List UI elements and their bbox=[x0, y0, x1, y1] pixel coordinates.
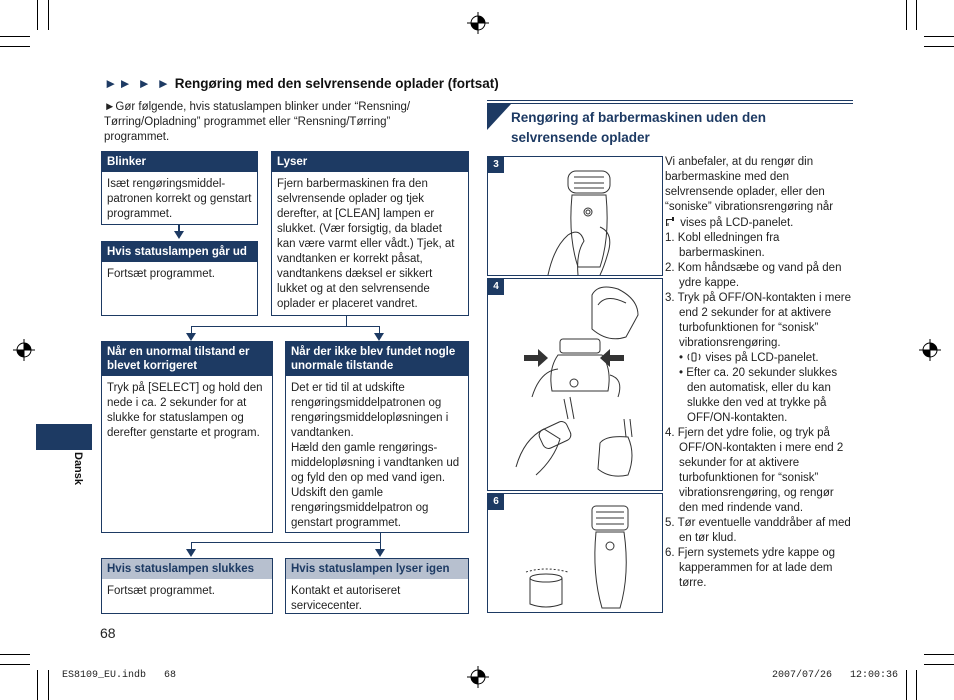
crop-mark bbox=[924, 664, 954, 665]
footer-file: ES8109_EU.indb 68 bbox=[62, 670, 177, 681]
box-body: Fortsæt programmet. bbox=[107, 268, 215, 280]
language-label: Dansk bbox=[72, 452, 84, 486]
illustration-panel-6 bbox=[487, 493, 663, 613]
box-blinker bbox=[101, 151, 258, 225]
box-lyser bbox=[271, 151, 469, 316]
box-header: Lyser bbox=[272, 152, 468, 172]
step-item: 5. Tør eventuelle vanddråber af med en tør klud. bbox=[665, 517, 851, 544]
cleaning-steps-icon bbox=[488, 279, 662, 490]
flow-line bbox=[380, 532, 381, 542]
crop-mark bbox=[0, 664, 30, 665]
box-header: Hvis statuslampen går ud bbox=[102, 242, 257, 262]
crop-mark bbox=[924, 36, 954, 37]
box-ikke-fundet bbox=[285, 341, 469, 533]
crop-mark bbox=[916, 670, 917, 700]
drying-parts-icon bbox=[488, 494, 662, 612]
box-body: Tryk på [SELECT] og hold den nede i ca. 2 sekunder for at slukke for statuslampen og derefter genstarte et program. bbox=[107, 382, 263, 439]
box-hvis-gaar-ud bbox=[101, 241, 258, 316]
flow-line bbox=[191, 542, 381, 543]
box-header: Når der ikke blev fundet nogle unormale tilstande bbox=[286, 342, 468, 376]
registration-mark-icon bbox=[919, 339, 941, 361]
box-header: Hvis statuslampen lyser igen bbox=[286, 559, 468, 579]
language-tab bbox=[36, 424, 92, 450]
flow-line bbox=[191, 326, 380, 327]
flow-line bbox=[346, 315, 347, 326]
box-unormal bbox=[101, 341, 273, 533]
box-header: Blinker bbox=[102, 152, 257, 172]
crop-mark bbox=[924, 654, 954, 655]
crop-mark bbox=[916, 0, 917, 30]
page-title bbox=[104, 76, 499, 91]
step-number: 3 bbox=[488, 157, 504, 173]
step-item: 4. Fjern det ydre folie, og tryk på OFF/ON-kontakten i mere end 2 sekunder for at aktivere turbofunktionen for “sonisk” vibrationsrengøring, og rengør den med rindende vand. bbox=[665, 427, 844, 514]
registration-mark-icon bbox=[13, 339, 35, 361]
crop-mark bbox=[0, 36, 30, 37]
box-body: Fortsæt programmet. bbox=[107, 585, 215, 597]
faucet-icon bbox=[665, 215, 677, 227]
step-item: 2. Kom håndsæbe og vand på den ydre kappe. bbox=[665, 262, 842, 289]
sub-item: • Efter ca. 20 sekunder slukkes den automatisk, eller du kan slukke den ved at trykke på OFF/ON-kontakten. bbox=[679, 367, 838, 424]
instructions-text bbox=[665, 155, 853, 591]
shaver-in-hand-icon bbox=[488, 157, 662, 275]
page-title-text: Rengøring med den selvrensende oplader (fortsat) bbox=[174, 76, 499, 91]
flow-arrow-icon bbox=[186, 333, 196, 341]
sub-item: • vises på LCD-panelet. bbox=[679, 352, 819, 364]
crop-mark bbox=[924, 46, 954, 47]
flow-arrow-icon bbox=[174, 231, 184, 239]
box-body: Det er tid til at udskifte rengøringsmiddelpatronen og rengøringsmiddelopløsningen i vandtanken. Hæld den gamle rengørings-middelopløsning i vandtanken ud og fyld den op med vand igen. Udskift den gamle rengøringsmiddelpatron og genstart programmet. bbox=[291, 382, 460, 529]
intro-text: ►Gør følgende, hvis statuslampen blinker under “Rensning/ Tørring/Opladning” programmet eller “Rensning/Tørring” programmet. bbox=[104, 101, 411, 143]
registration-mark-icon bbox=[467, 666, 489, 688]
box-body: Isæt rengøringsmiddel-patronen korrekt og genstart programmet. bbox=[107, 178, 252, 220]
flow-arrow-icon bbox=[186, 549, 196, 557]
sonic-vibration-icon bbox=[686, 352, 702, 362]
section-title: Rengøring af barbermaskinen uden den selvrensende oplader bbox=[511, 110, 767, 145]
box-header: Når en unormal tilstand er blevet korrigeret bbox=[102, 342, 272, 376]
registration-mark-icon bbox=[467, 12, 489, 34]
page-number: 68 bbox=[100, 625, 116, 641]
box-header: Hvis statuslampen slukkes bbox=[102, 559, 272, 579]
step-item: 3. Tryk på OFF/ON-kontakten i mere end 2 sekunder for at aktivere turbofunktionen for “sonisk” vibrationsrengøring. bbox=[665, 292, 851, 349]
box-body: Kontakt et autoriseret servicecenter. bbox=[291, 585, 401, 612]
arrow-icon: ►► ► ► bbox=[104, 76, 171, 91]
crop-mark bbox=[906, 0, 907, 30]
step-number: 6 bbox=[488, 494, 504, 510]
illustration-panel-4 bbox=[487, 278, 663, 491]
box-lyser-igen bbox=[285, 558, 469, 614]
crop-mark bbox=[48, 670, 49, 700]
step-item: 6. Fjern systemets ydre kappe og kapperammen for at lade dem tørre. bbox=[665, 547, 836, 589]
illustration-panel-3 bbox=[487, 156, 663, 276]
flow-arrow-icon bbox=[374, 333, 384, 341]
crop-mark bbox=[0, 654, 30, 655]
flow-arrow-icon bbox=[375, 549, 385, 557]
footer-timestamp: 2007/07/26 12:00:36 bbox=[772, 670, 899, 681]
crop-mark bbox=[37, 670, 38, 700]
crop-mark bbox=[37, 0, 38, 30]
instructions-intro: Vi anbefaler, at du rengør din barbermaskine med den selvrensende oplader, eller den “soniske” vibrationsrengøring når vises på LCD-panelet. bbox=[665, 156, 834, 229]
crop-mark bbox=[906, 670, 907, 700]
crop-mark bbox=[0, 46, 30, 47]
crop-mark bbox=[48, 0, 49, 30]
step-number: 4 bbox=[488, 279, 504, 295]
box-slukkes bbox=[101, 558, 273, 614]
box-body: Fjern barbermaskinen fra den selvrensende oplader og tjek derefter, at [CLEAN] lampen er slukket. (Vær forsigtig, da bladet kan være varmt eller vådt.) Tjek, at vandtanken er korrekt påsat, vandtankens dæksel er sikkert lukket og at den selvrensende oplader er placeret vandret. bbox=[277, 178, 455, 310]
step-item: 1. Kobl elledningen fra barbermaskinen. bbox=[665, 232, 780, 259]
